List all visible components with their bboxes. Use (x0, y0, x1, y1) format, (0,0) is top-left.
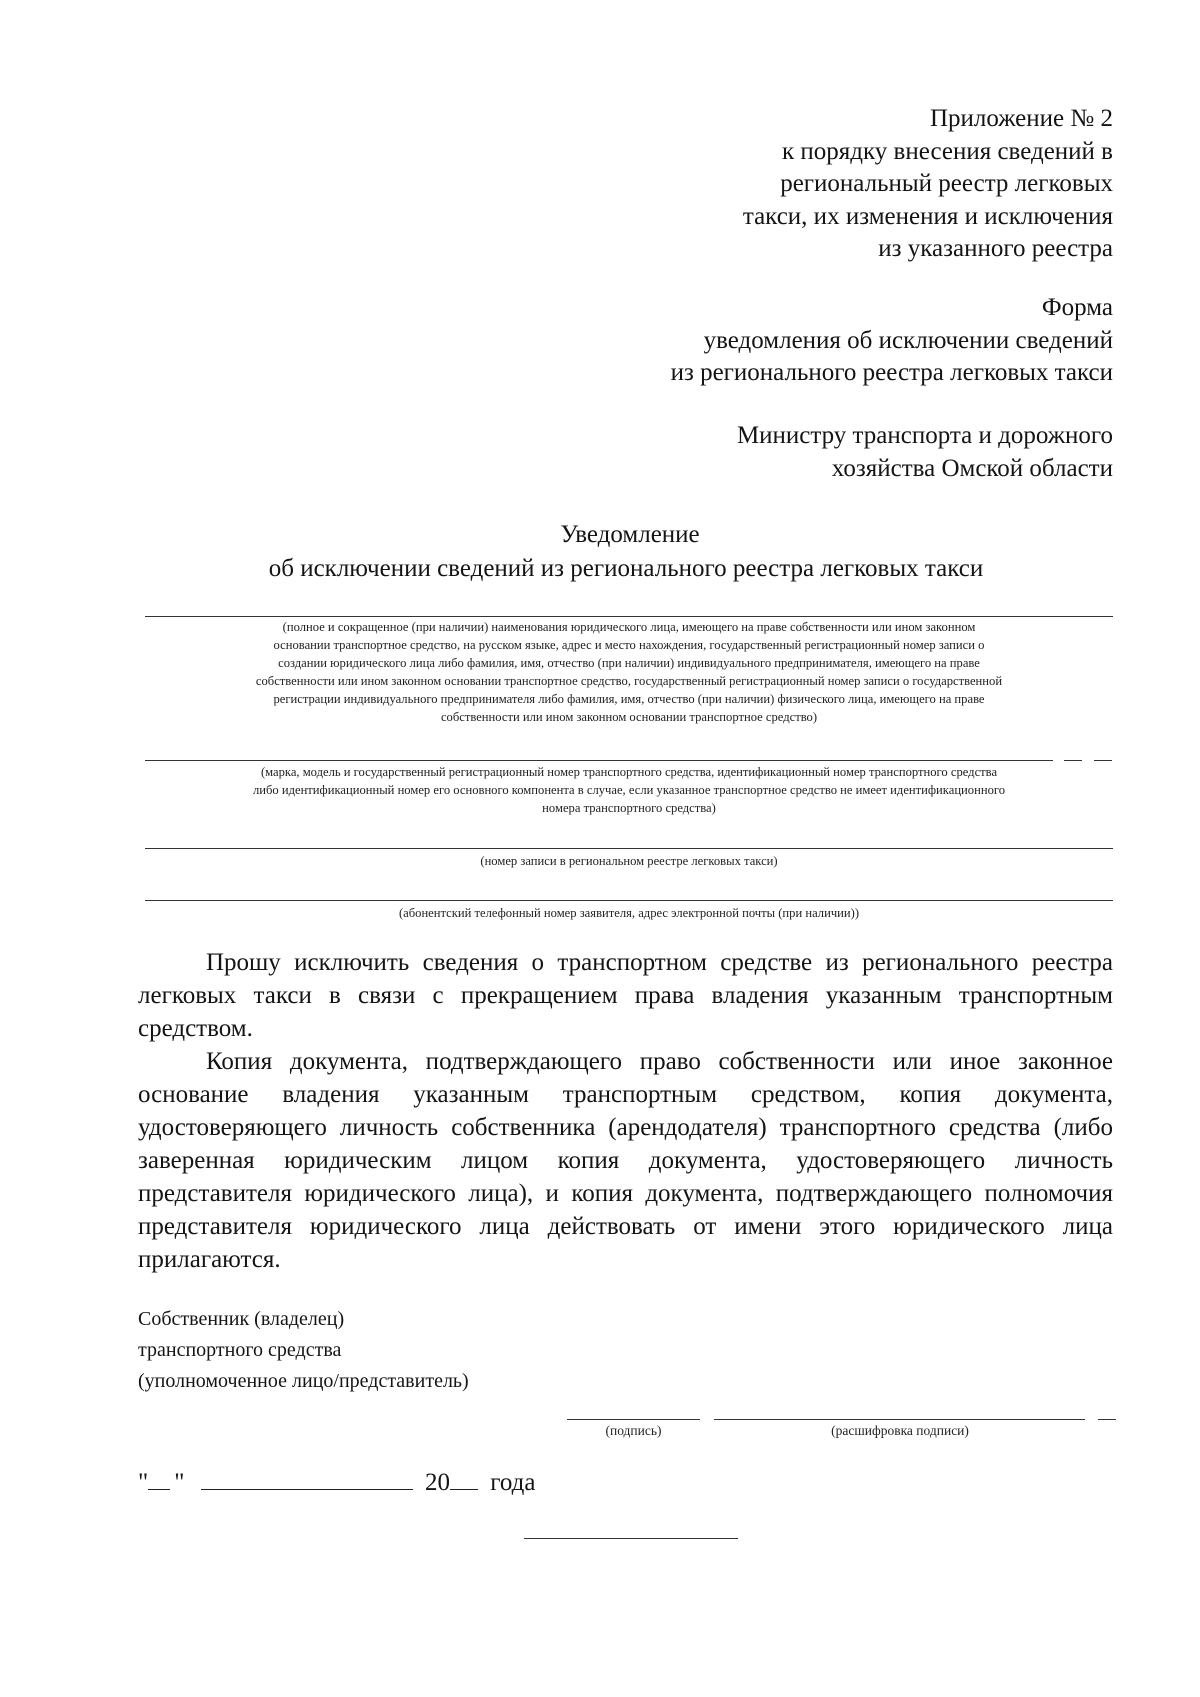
decryption-caption: (расшифровка подписи) (831, 1423, 969, 1438)
form-title-line: уведомления об исключении сведений (703, 326, 1113, 354)
bottom-line (524, 1538, 738, 1539)
vehicle-fill-line-dash (1064, 760, 1082, 761)
document-subtitle: об исключении сведений из регионального реестра легковых такси (268, 555, 984, 582)
appendix-header (743, 103, 1113, 266)
date-quote-open: " (138, 1469, 149, 1496)
appendix-line: Приложение № 2 (929, 105, 1113, 132)
appendix-line: из указанного реестра (878, 235, 1113, 262)
date-row (138, 1467, 535, 1498)
vehicle-caption: (марка, модель и государственный регистрационный номер транспортного средства, идентификационный номер транспортного средства либо идентификационный номер его основного компонента в случае, если указанное транспортное средство не имеет идентификационного номера транспортного средства) (252, 765, 1006, 815)
form-title-line: из регионального реестра легковых такси (670, 359, 1113, 386)
owner-caption: (полное и сокращенное (при наличии) наименования юридического лица, имеющего на праве собственности или ином законном основании транспортное средство, на русском языке, адрес и место нахождения, государственный регистрационный номер записи о создании юридического лица либо фамилия, имя, отчество (при наличии) индивидуального предпринимателя, имеющего на праве собственности или ином законном основании транспортное средство, государственный регистрационный номер записи о государственной регистрации индивидуального предпринимателя либо фамилия, имя, отчество (при наличии) физического лица, имеющего на праве собственности или ином законном основании транспортное средство) (255, 620, 1003, 724)
request-paragraph: Прошу исключить сведения о транспортном средстве из регионального реестра легковых такси в связи с прекращением права владения указанным транспортным средством. (138, 949, 1113, 1042)
document-title: Уведомление (560, 521, 700, 548)
vehicle-fill-line[interactable] (145, 760, 1053, 761)
signer-block: Собственник (владелец) транспортного средства (уполномоченное лицо/представитель) (138, 1308, 469, 1392)
form-title-line: Форма (1041, 294, 1113, 321)
form-title (671, 292, 1113, 390)
attachments-paragraph: Копия документа, подтверждающего право собственности или иное законное основание владения указанным транспортным средством, копия документа, удостоверяющего личность собственника (арендодателя) транспортного средства (либо заверенная юридическим лицом копия документа, удостоверяющего личность представителя юридического лица), и копия документа, подтверждающего полномочия представителя юридического лица действовать от имени этого юридического лица прилагаются. (138, 1048, 1113, 1273)
addressee-line: хозяйства Омской области (831, 454, 1113, 482)
year-prefix: 20 (424, 1469, 450, 1496)
appendix-line: к порядку внесения сведений в (782, 137, 1113, 165)
registry-caption: (номер записи в региональном реестре легковых такси) (480, 854, 778, 868)
contact-fill-line[interactable] (145, 900, 1113, 901)
appendix-line: такси, их изменения и исключения (742, 202, 1113, 230)
signature-fill-line[interactable] (567, 1419, 700, 1420)
year-blank[interactable] (450, 1467, 478, 1490)
date-quote-close: " (174, 1469, 185, 1496)
addressee (737, 420, 1113, 485)
vehicle-fill-line-dash (1094, 760, 1112, 761)
appendix-line: региональный реестр легковых (780, 170, 1113, 197)
registry-number-fill-line[interactable] (145, 848, 1113, 849)
decryption-fill-line[interactable] (714, 1419, 1085, 1420)
year-suffix: года (490, 1469, 536, 1496)
day-blank[interactable] (148, 1467, 170, 1490)
signature-caption: (подпись) (605, 1423, 662, 1438)
owner-fill-line[interactable] (145, 616, 1113, 617)
decryption-fill-line-dash (1098, 1419, 1116, 1420)
month-blank[interactable] (201, 1467, 413, 1490)
contact-caption: (абонентский телефонный номер заявителя, адрес электронной почты (при наличии)) (398, 906, 860, 920)
addressee-line: Министру транспорта и дорожного (736, 422, 1113, 449)
